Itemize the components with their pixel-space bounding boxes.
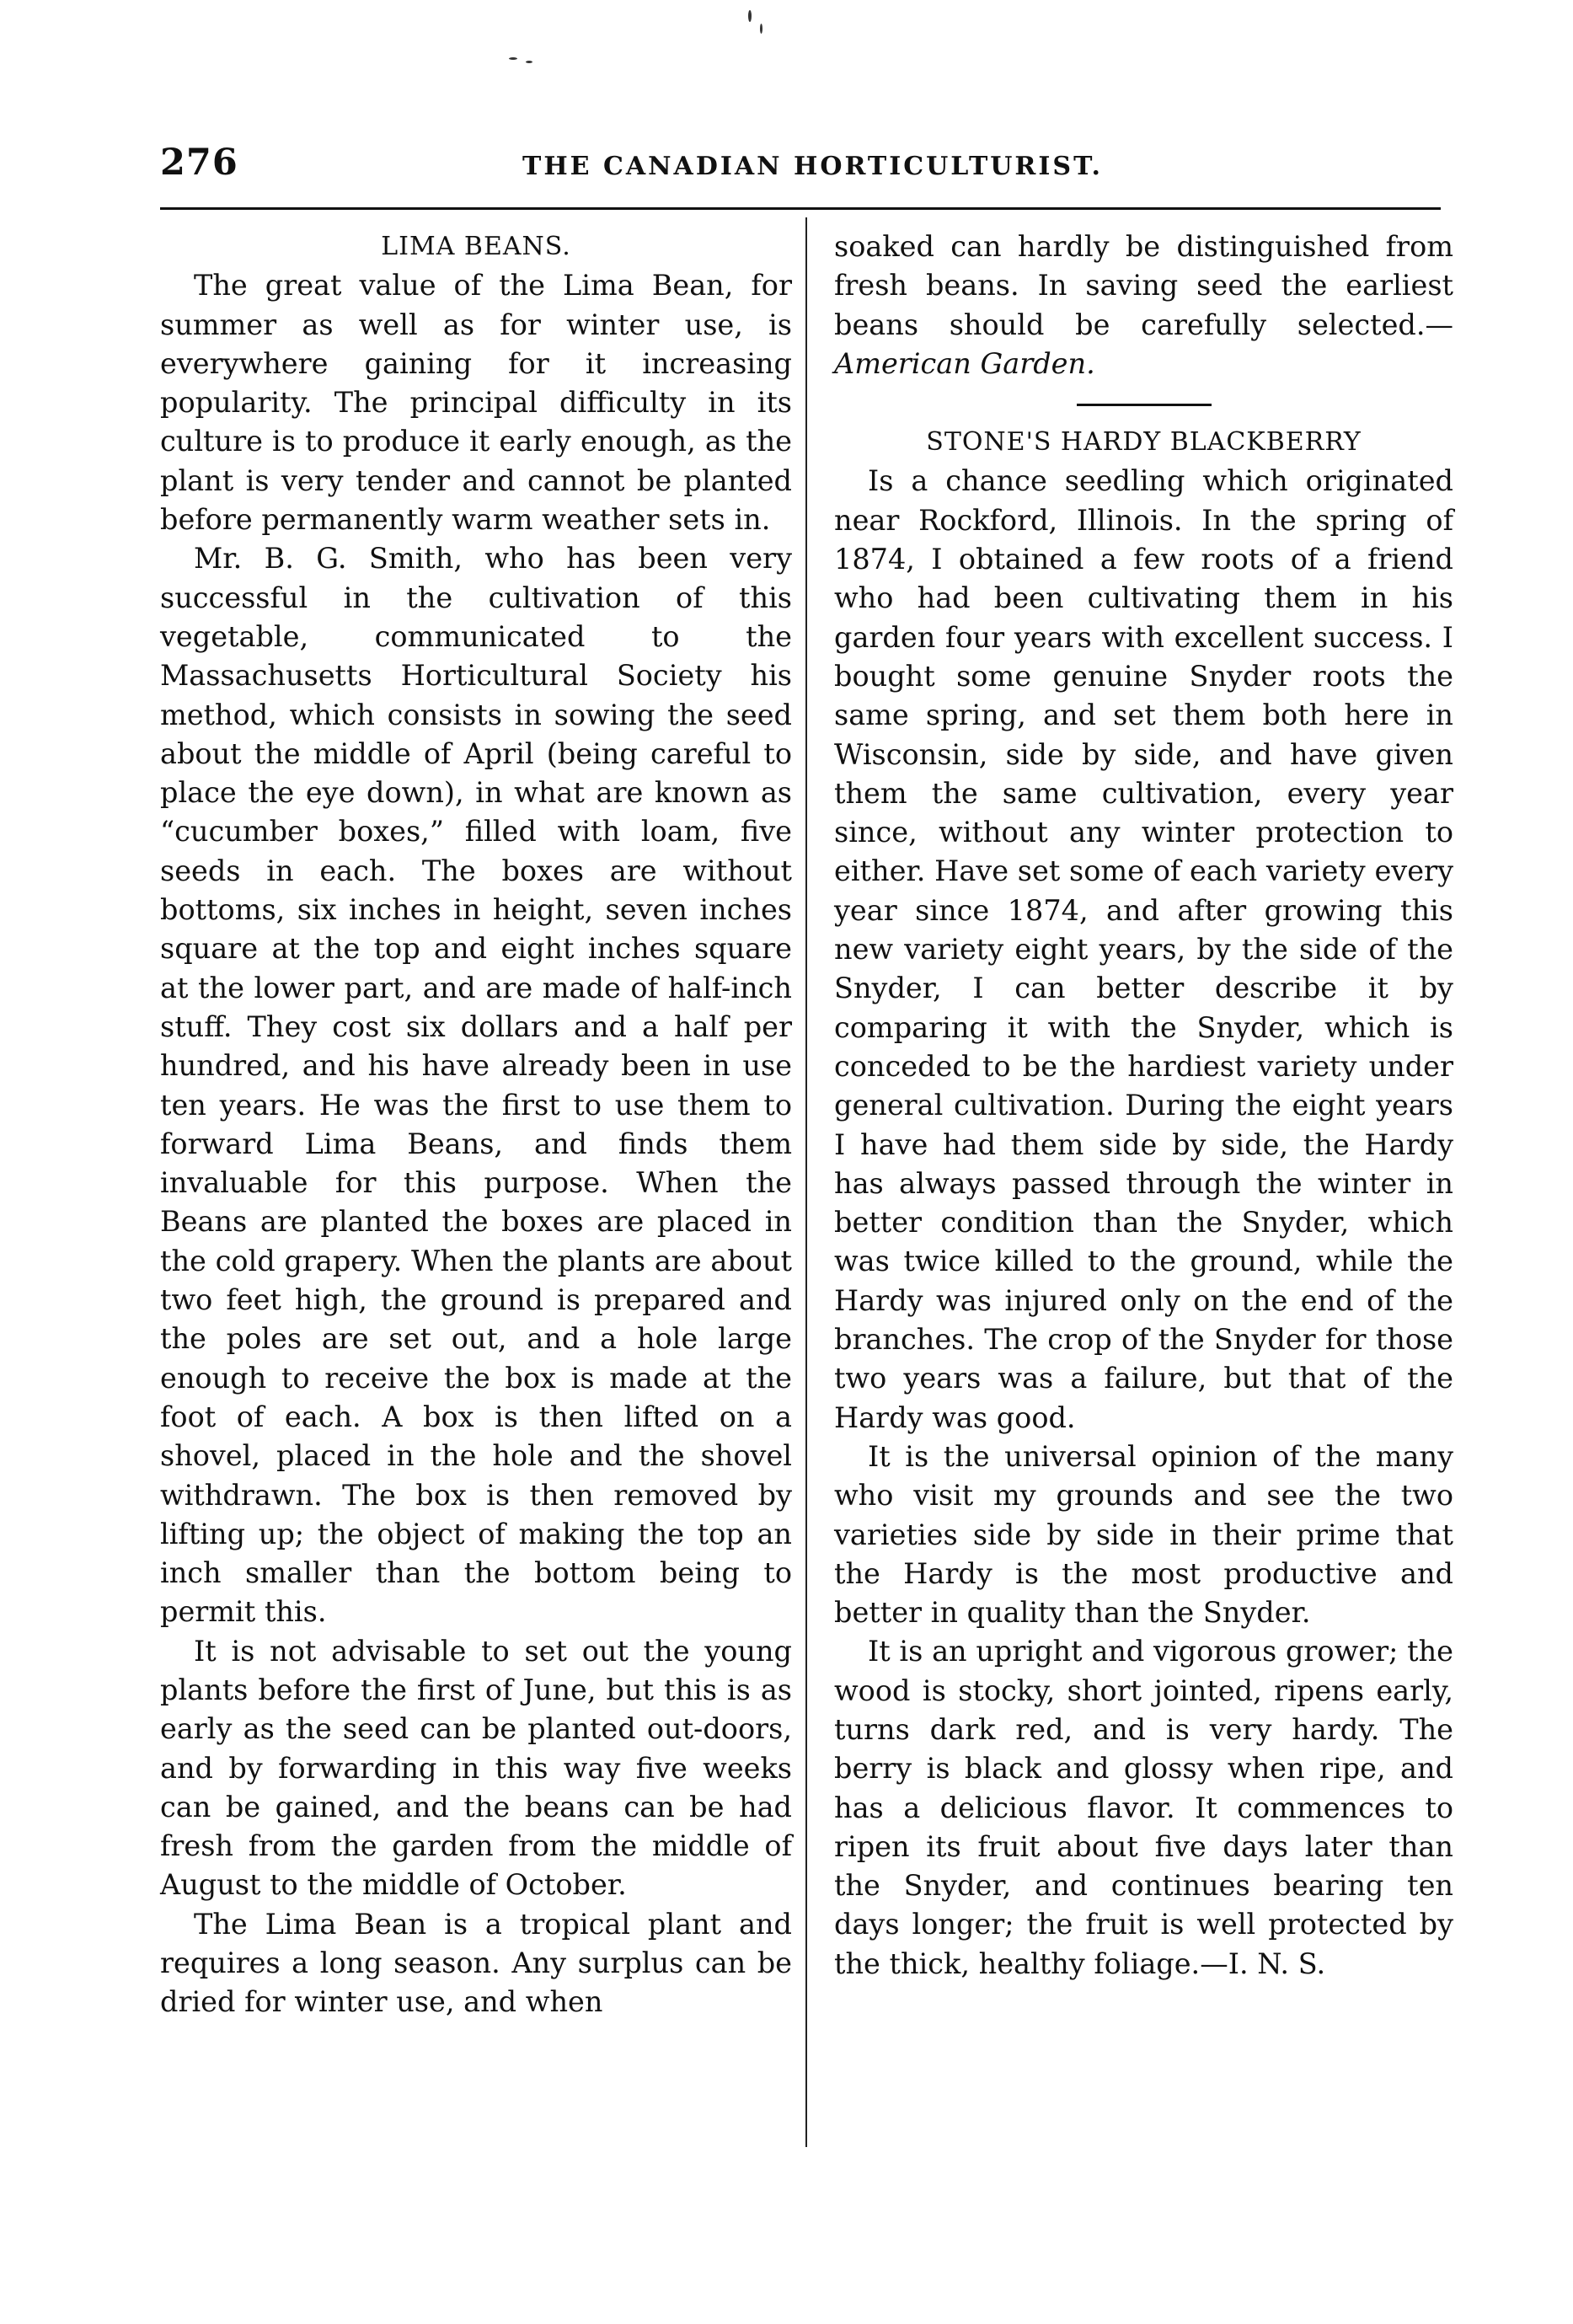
- article-paragraph: Mr. B. G. Smith, who has been very successful in the cultivation of this vegetable, communicated to the Massachusetts Horticultural Society his method, which consists in sowing the seed about the middle of April (being careful to place the eye down), in what are known as “cucumber boxes,” filled with loam, five seeds in each. The boxes are without bottoms, six inches in height, seven inches square at the top and eight inches square at the lower part, and are made of half-inch stuff. They cost six dollars and a half per hundred, and his have already been in use ten years. He was the first to use them to forward Lima Beans, and finds them invaluable for this purpose. When the Beans are planted the boxes are placed in the cold grapery. When the plants are about two feet high, the ground is prepared and the poles are set out, and a hole large enough to receive the box is made at the foot of each. A box is then lifted on a shovel, placed in the hole and the shovel withdrawn. The box is then removed by lifting up; the object of making the top an inch smaller than the bottom being to permit this.: [160, 542, 792, 1629]
- section-divider: [1077, 404, 1212, 406]
- page-number: 276: [160, 142, 238, 184]
- print-speck: [526, 61, 532, 63]
- column-divider: [805, 217, 807, 2147]
- article-paragraph: It is the universal opinion of the many who visit my grounds and see the two varieties side by side in their prime that the Hardy is the most productive and better in quality than the Snyder.: [834, 1439, 1453, 1630]
- article-paragraph: It is not advisable to set out the young plants before the first of June, but this is as early as the seed can be planted out-doors, and by forwarding in this way five weeks can be gained, and the beans can be had fresh from the garden from the middle of August to the middle of October.: [160, 1634, 792, 1902]
- article-paragraph: The great value of the Lima Bean, for summer as well as for winter use, is everywhere gaining for it increasing popularity. The principal difficulty in its culture is to produce it early enough, as the plant is very tender and cannot be planted before permanently warm weather sets in.: [160, 269, 792, 537]
- article-paragraph: It is an upright and vigorous grower; the wood is stocky, short jointed, ripens early, turns dark red, and is very hardy. The berry is black and glossy when ripe, and has a delicious flavor. It commences to ripen its fruit about five days later than the Snyder, and continues bearing ten days longer; the fruit is well protected by the thick, healthy foliage.—I. N. S.: [834, 1635, 1453, 1980]
- continuation-text: soaked can hardly be distinguished from fresh beans. In saving seed the earliest beans should be carefully selected.—: [834, 230, 1453, 341]
- right-column: [834, 228, 1453, 1984]
- source-attribution: American Garden.: [834, 346, 1095, 380]
- article-heading-blackberry: STONE'S HARDY BLACKBERRY: [926, 427, 1362, 458]
- header-rule: [160, 207, 1441, 210]
- article-paragraph: Is a chance seedling which originated near Rockford, Illinois. In the spring of 1874, I obtained a few roots of a friend who had been cultivating them in his garden four years with excellent success. I bought some genuine Snyder roots the same spring, and set them both here in Wisconsin, side by side, and have given them the same cultivation, every year since, without any winter protection to either. Have set some of each variety every year since 1874, and after growing this new variety eight years, by the side of the Snyder, I can better describe it by comparing it with the Snyder, which is conceded to be the hardiest variety under general cultivation. During the eight years I have had them side by side, the Hardy has always passed through the winter in better condition than the Snyder, which was twice killed to the ground, while the Hardy was injured only on the end of the branches. The crop of the Snyder for those two years was a failure, but that of the Hardy was good.: [834, 464, 1453, 1434]
- running-head: THE CANADIAN HORTICULTURIST.: [522, 152, 1103, 181]
- print-speck: [509, 57, 517, 60]
- article-heading-lima-beans: LIMA BEANS.: [381, 232, 571, 261]
- print-speck: [760, 24, 762, 34]
- print-speck: [748, 10, 752, 22]
- page-header: [160, 142, 1441, 192]
- left-column: [160, 228, 792, 2022]
- article-continuation: [834, 228, 1453, 383]
- article-paragraph: The Lima Bean is a tropical plant and requires a long season. Any surplus can be dried for winter use, and when: [160, 1907, 792, 2019]
